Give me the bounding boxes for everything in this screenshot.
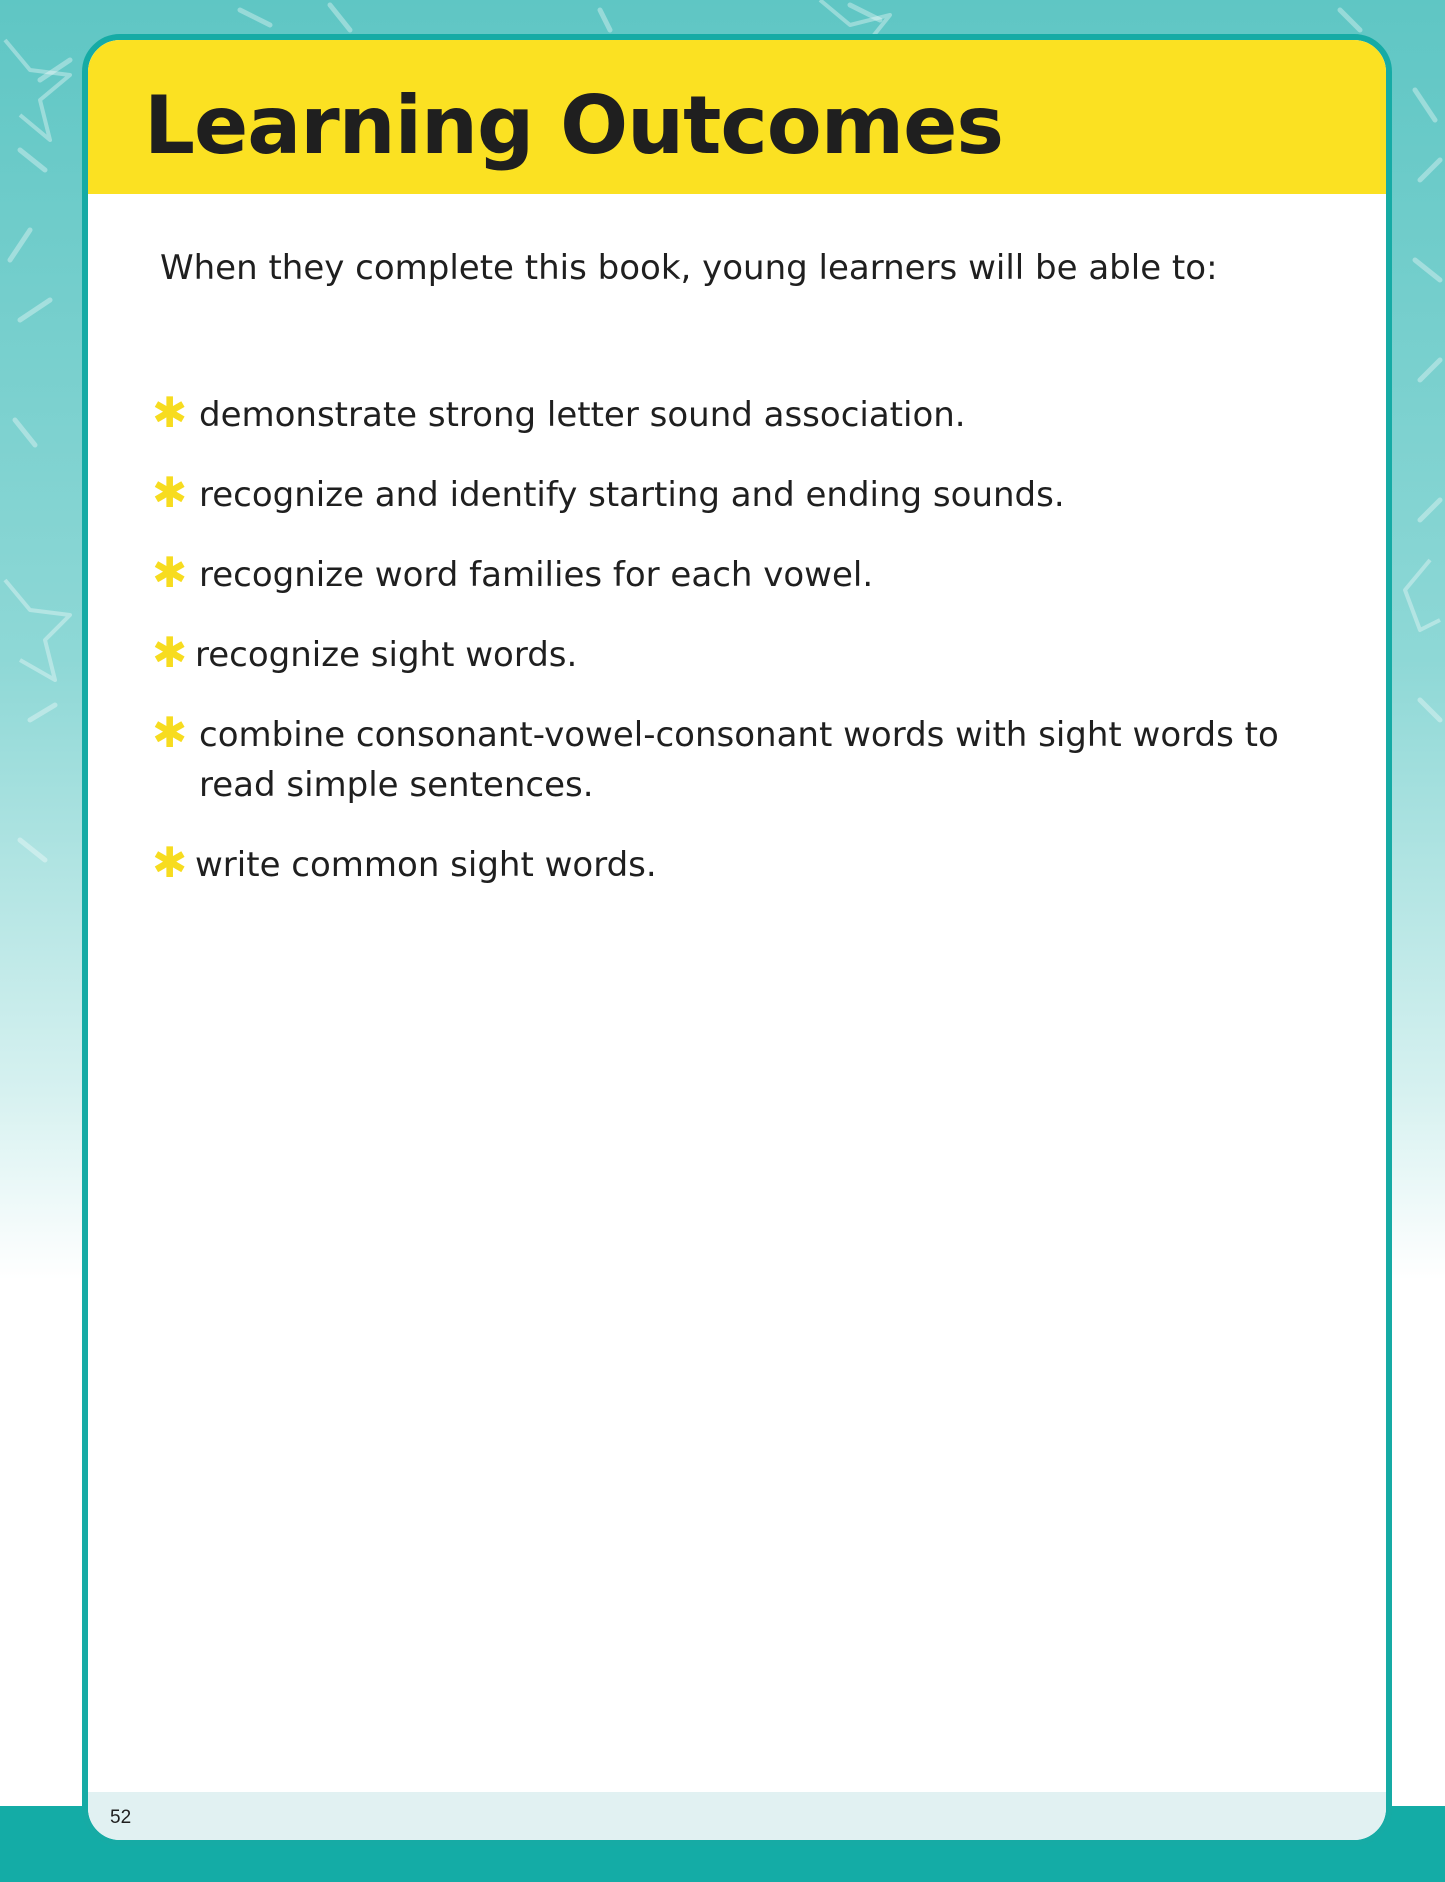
outcome-text: demonstrate strong letter sound association. — [199, 395, 966, 435]
outcome-text: recognize sight words. — [195, 635, 578, 675]
asterisk-bullet-icon: ✱ — [152, 548, 188, 597]
content-card — [82, 34, 1392, 1846]
asterisk-bullet-icon: ✱ — [152, 708, 188, 757]
page-title: Learning Outcomes — [144, 79, 1003, 172]
asterisk-bullet-icon: ✱ — [152, 838, 188, 887]
asterisk-bullet-icon: ✱ — [152, 388, 188, 437]
title-bar — [88, 40, 1386, 194]
footer-band — [88, 1792, 1386, 1846]
outcome-text: recognize and identify starting and ending sounds. — [199, 475, 1065, 515]
page-number: 52 — [110, 1807, 132, 1828]
intro-text: When they complete this book, young learners will be able to: — [160, 248, 1218, 288]
asterisk-bullet-icon: ✱ — [152, 468, 188, 517]
outcome-text: recognize word families for each vowel. — [199, 555, 874, 595]
asterisk-bullet-icon: ✱ — [152, 628, 188, 677]
outcome-text: write common sight words. — [195, 845, 657, 885]
outcome-text: combine consonant-vowel-consonant words with sight words to read simple sentences. — [199, 715, 1279, 805]
